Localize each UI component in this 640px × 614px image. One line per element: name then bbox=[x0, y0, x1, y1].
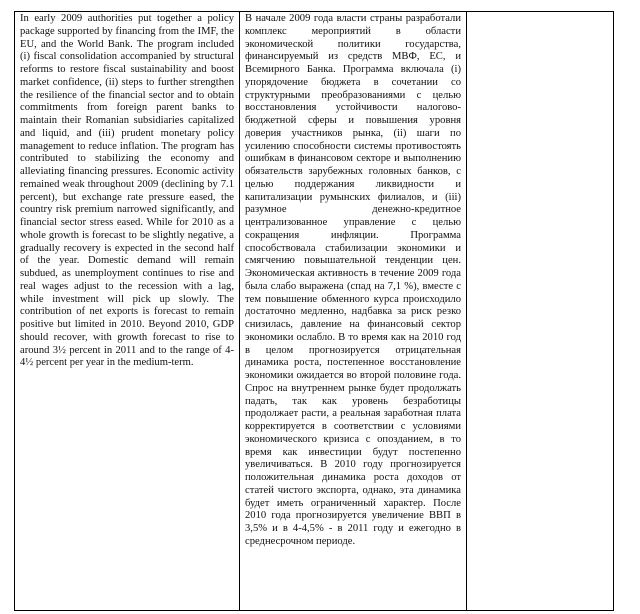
english-column bbox=[15, 12, 240, 610]
english-paragraph: In early 2009 authorities put together a policy package supported by financing from the IMF, the EU, and the World Bank. The program included (i) fiscal consolidation accompanied by structural reforms to restore fiscal sustainability and boost market confidence, (ii) steps to further strengthen the resilience of the financial sector and to obtain commitments from foreign parent banks to maintain their Romanian subsidiaries capitalized and liquid, and (iii) prudent monetary policy management to reduce inflation. The program has contributed to stabilizing the economy and alleviating financing pressures. Economic activity remained weak throughout 2009 (declining by 7.1 percent), but exchange rate pressure eased, the country risk premium narrowed significantly, and financial sector stress eased. While for 2010 as a whole growth is forecast to be slightly negative, a gradually recovery is expected in the second half of the year. Domestic demand will remain subdued, as unemployment continues to rise and real wages adjust to the recession with a lag, while investment will pick up slowly. The contribution of net exports is forecast to remain positive but limited in 2010. Beyond 2010, GDP should recover, with growth forecast to rise to around 3½ percent in 2011 and to the range of 4-4½ percent per year in the medium-term. bbox=[20, 13, 234, 369]
russian-column bbox=[240, 12, 467, 610]
bilingual-table bbox=[14, 11, 614, 611]
empty-column bbox=[467, 12, 613, 610]
russian-paragraph: В начале 2009 года власти страны разработали комплекс мероприятий в области экономической политики государства, финансируемый из средств МВФ, ЕС, и Всемирного Банка. Программа включала (i) упорядочение бюджета в сочетании со структурными преобразованиями с целью восстановления устойчивости налогово-бюджетной сферы и повышения уровня доверия участников рынка, (ii) шаги по усилению способности системы противостоять ошибкам в финансовом секторе и выполнению обязательств зарубежных головных банков, с целью поддержания ликвидности и капитализации румынских филиалов, и (iii) разумное денежно-кредитное централизованное управление с целью сокращения инфляции. Программа способствовала стабилизации экономики и смягчению повышательной тенденции цен. Экономическая активность в течение 2009 года была слабо выражена (спад на 7,1 %), вместе с тем повышение обменного курса происходило достаточно медленно, надбавка за риск резко снизилась, давление на финансовый сектор экономики ослабло. В то время как на 2010 год в целом прогнозируется отрицательная динамика роста, постепенное восстановление экономики ожидается во второй половине года. Спрос на внутреннем рынке будет продолжать падать, так как уровень безработицы продолжает расти, а реальная заработная плата корректируется в соответствии с условиями экономического кризиса с опозданием, в то время как инвестиции будут постепенно увеличиваться. В 2010 году прогнозируется положительная динамика роста доходов от статей чистого экспорта, однако, эта динамика будет иметь ограниченный характер. После 2010 года прогнозируется увеличение ВВП в 3,5% и в 4-4,5% - в 2011 году и ежегодно в среднесрочном периоде. bbox=[245, 13, 461, 547]
